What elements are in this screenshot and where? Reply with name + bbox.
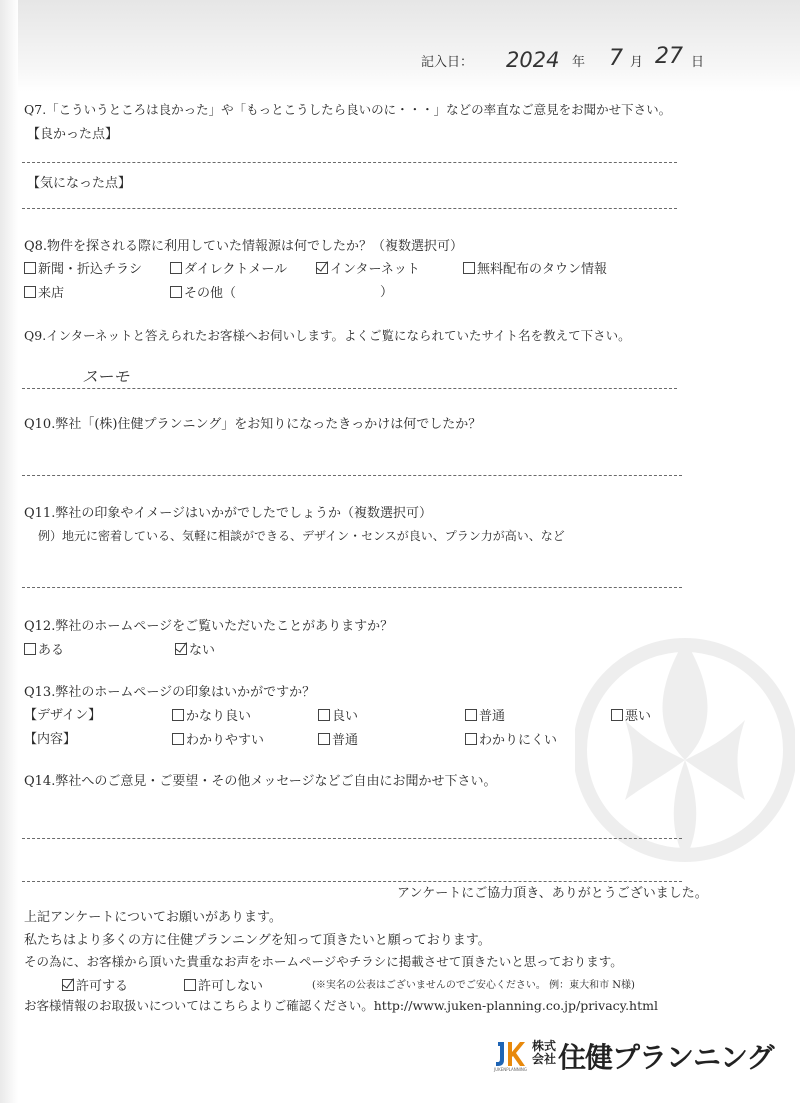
date-year-handwritten: 2024	[506, 48, 560, 72]
permit-option[interactable]: 許可する	[62, 979, 128, 993]
q8-option-other[interactable]: その他（	[170, 286, 236, 300]
q8-checkbox-direct-mail[interactable]	[170, 262, 182, 274]
q12-option-no[interactable]: ない	[175, 643, 215, 657]
q13-design-checkbox-very-good[interactable]	[172, 709, 184, 721]
anonymity-note: (※実名の公表はございませんのでご安心ください。 例：東大和市 N様)	[312, 980, 635, 991]
q7-question: Q7.「こういうところは良かった」や「もっとこうしたら良いのに・・・」などの率直なご意見をお聞かせ下さい。	[24, 102, 672, 117]
date-year-unit: 年	[572, 55, 586, 70]
request-text-3: その為に、お客様から頂いた貴重なお声をホームページやチラシに掲載させて頂きたいと思っております。	[24, 954, 623, 969]
q13-design-bad[interactable]: 悪い	[611, 709, 651, 723]
q13-content-normal[interactable]: 普通	[318, 733, 358, 747]
q8-checkbox-other[interactable]	[170, 286, 182, 298]
permit-checkbox[interactable]	[62, 979, 74, 991]
q12-option-yes[interactable]: ある	[24, 643, 64, 657]
q8-option-direct-mail[interactable]: ダイレクトメール	[170, 262, 287, 276]
logo-kaisha-text: 株式会社	[532, 1039, 557, 1066]
company-logo	[492, 1034, 792, 1074]
q13-content-easy[interactable]: わかりやすい	[172, 733, 264, 747]
date-month-handwritten: 7	[609, 46, 623, 71]
q13-design-normal[interactable]: 普通	[465, 709, 505, 723]
q7-good-answer-line[interactable]	[22, 162, 677, 163]
q14-answer-line-2[interactable]	[22, 881, 682, 882]
jk-logo-icon	[492, 1038, 530, 1072]
q13-question: Q13.弊社のホームページの印象はいかがですか？	[24, 685, 316, 700]
request-text-1: 上記アンケートについてお願いがあります。	[24, 910, 282, 925]
deny-checkbox[interactable]	[184, 979, 196, 991]
q13-design-good[interactable]: 良い	[318, 709, 358, 723]
q14-question: Q14.弊社へのご意見・ご要望・その他メッセージなどご自由にお聞かせ下さい。	[24, 774, 497, 789]
q13-design-label: 【デザイン】	[24, 708, 102, 723]
q13-design-checkbox-bad[interactable]	[611, 709, 623, 721]
q13-design-very-good[interactable]: かなり良い	[172, 709, 251, 723]
q13-design-checkbox-normal[interactable]	[465, 709, 477, 721]
scan-shadow-left	[0, 0, 18, 1103]
q14-answer-line-1[interactable]	[22, 838, 682, 839]
q13-design-checkbox-good[interactable]	[318, 709, 330, 721]
q8-option-town-info[interactable]: 無料配布のタウン情報	[463, 262, 607, 276]
logo-company-name: 住健プランニング	[558, 1041, 774, 1074]
q10-question: Q10.弊社「(株)住健プランニング」をお知りになったきっかけは何でしたか？	[24, 417, 482, 432]
q12-question: Q12.弊社のホームページをご覧いただいたことがありますか？	[24, 619, 394, 634]
q9-answer-handwritten: スーモ	[82, 367, 130, 386]
deny-option[interactable]: 許可しない	[184, 979, 263, 993]
privacy-text: お客様情報のお取扱いについてはこちらよりご確認ください。http://www.juken-planning.co.jp/privacy.html	[24, 998, 658, 1013]
q11-question: Q11.弊社の印象やイメージはいかがでしたでしょうか（複数選択可）	[24, 506, 432, 521]
q9-question: Q9.インターネットと答えられたお客様へお伺いします。よくご覧になられていたサイト名を教えて下さい。	[24, 328, 631, 343]
q13-content-checkbox-easy[interactable]	[172, 733, 184, 745]
request-text-2: 私たちはより多くの方に住健プランニングを知って頂きたいと願っております。	[24, 933, 491, 948]
q8-question: Q8.物件を探される際に利用していた情報源は何でしたか？（複数選択可）	[24, 239, 464, 254]
q9-answer-line[interactable]	[22, 388, 677, 389]
q11-example: 例）地元に密着している、気軽に相談ができる、デザイン・センスが良い、プラン力が高い、など	[38, 529, 565, 543]
date-day-unit: 日	[691, 55, 705, 70]
q8-checkbox-newspaper[interactable]	[24, 262, 36, 274]
q7-concern-answer-line[interactable]	[22, 208, 677, 209]
q13-content-hard[interactable]: わかりにくい	[465, 733, 557, 747]
q8-checkbox-visit[interactable]	[24, 286, 36, 298]
q8-option-visit[interactable]: 来店	[24, 286, 64, 300]
q7-good-label: 【良かった点】	[27, 127, 119, 142]
q8-option-newspaper[interactable]: 新聞・折込チラシ	[24, 262, 142, 276]
date-month-unit: 月	[630, 55, 644, 70]
q8-other-close-paren: ）	[380, 285, 394, 300]
logo-mark-text: JUKENPLANNING	[494, 1067, 527, 1072]
q8-checkbox-town-info[interactable]	[463, 262, 475, 274]
q11-answer-line[interactable]	[22, 587, 682, 588]
q8-option-internet[interactable]: インターネット	[316, 262, 420, 276]
q7-concern-label: 【気になった点】	[27, 176, 132, 191]
q12-checkbox-yes[interactable]	[24, 643, 36, 655]
q13-content-checkbox-normal[interactable]	[318, 733, 330, 745]
q8-checkbox-internet[interactable]	[316, 262, 328, 274]
date-day-handwritten: 27	[655, 44, 683, 69]
thanks-text: アンケートにご協力頂き、ありがとうございました。	[397, 886, 708, 901]
q12-checkbox-no[interactable]	[175, 643, 187, 655]
q13-content-checkbox-hard[interactable]	[465, 733, 477, 745]
q10-answer-line[interactable]	[22, 475, 682, 476]
q13-content-label: 【内容】	[24, 732, 77, 747]
watermark-emblem-icon	[575, 600, 795, 900]
date-label: 記入日：	[421, 55, 474, 70]
